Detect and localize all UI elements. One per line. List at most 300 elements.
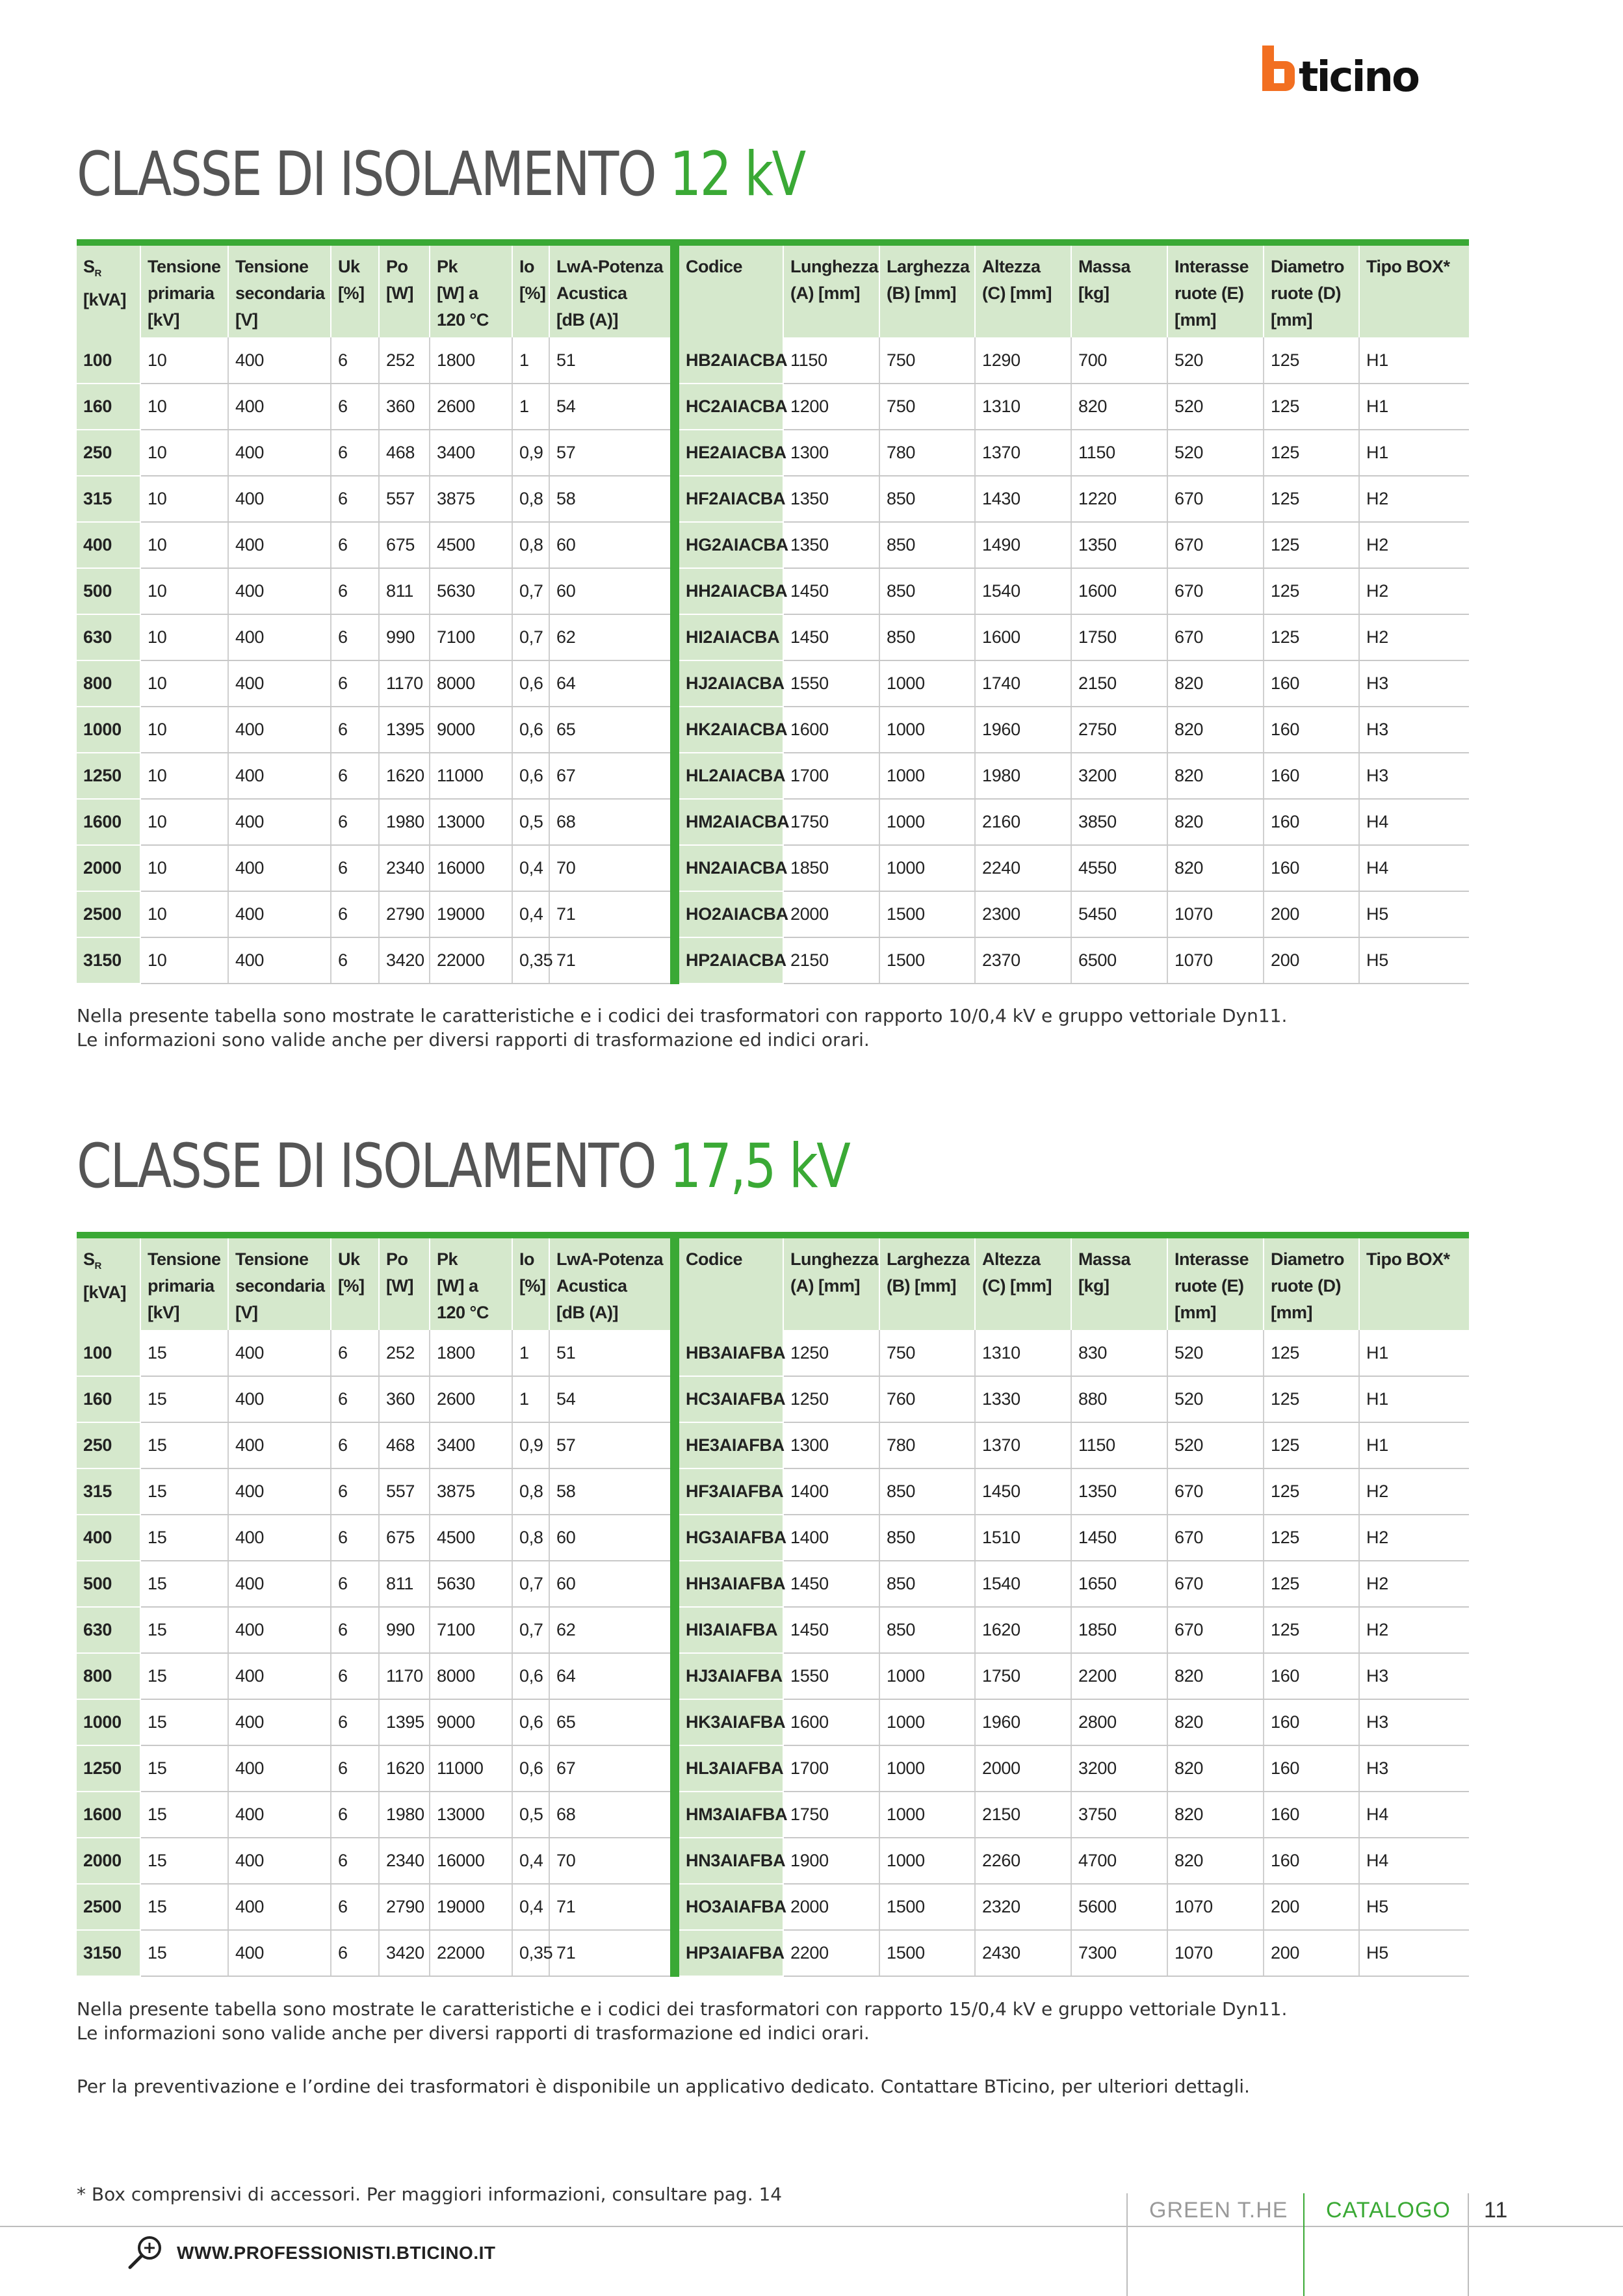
cell-box-type: H1 xyxy=(1359,1330,1469,1376)
website-link[interactable] xyxy=(126,2234,496,2273)
cell-length: 2000 xyxy=(783,1884,879,1930)
cell-uk: 6 xyxy=(331,1330,379,1376)
cell-primary-voltage: 10 xyxy=(140,430,228,476)
cell-mass: 1850 xyxy=(1071,1607,1167,1653)
cell-primary-voltage: 15 xyxy=(140,1745,228,1792)
table-row xyxy=(77,1468,1469,1515)
cell-code: HJ2AIACBA xyxy=(675,660,783,707)
cell-primary-voltage: 10 xyxy=(140,937,228,984)
cell-po: 252 xyxy=(379,337,430,384)
cell-height: 1960 xyxy=(975,1699,1071,1745)
cell-lwa: 70 xyxy=(549,845,675,891)
cell-wheel-distance: 670 xyxy=(1167,1561,1264,1607)
header-height: Altezza (C) [mm] xyxy=(975,1235,1071,1330)
cell-box-type: H2 xyxy=(1359,1561,1469,1607)
cell-pk: 1800 xyxy=(430,337,512,384)
cell-height: 1290 xyxy=(975,337,1071,384)
cell-box-type: H2 xyxy=(1359,476,1469,522)
cell-length: 1200 xyxy=(783,384,879,430)
cell-pk: 13000 xyxy=(430,1792,512,1838)
cell-width: 850 xyxy=(879,1607,975,1653)
cell-pk: 22000 xyxy=(430,937,512,984)
cell-height: 1490 xyxy=(975,522,1071,568)
cell-height: 1750 xyxy=(975,1653,1071,1699)
cell-po: 557 xyxy=(379,1468,430,1515)
cell-po: 1170 xyxy=(379,1653,430,1699)
cell-po: 3420 xyxy=(379,1930,430,1976)
cell-wheel-diameter: 160 xyxy=(1264,660,1359,707)
cell-wheel-distance: 820 xyxy=(1167,1792,1264,1838)
cell-box-type: H3 xyxy=(1359,1653,1469,1699)
table-row xyxy=(77,1792,1469,1838)
cell-code: HO2AIACBA xyxy=(675,891,783,937)
header-primary-voltage: Tensione primaria [kV] xyxy=(140,1235,228,1330)
cell-box-type: H4 xyxy=(1359,799,1469,845)
cell-width: 1000 xyxy=(879,1838,975,1884)
cell-lwa: 58 xyxy=(549,1468,675,1515)
cell-pk: 5630 xyxy=(430,1561,512,1607)
application-note: Per la preventivazione e l’ordine dei trasformatori è disponibile un applicativo dedicato. Contattare BTicino, per ulteriori dettagli. xyxy=(77,2076,1250,2097)
cell-wheel-distance: 820 xyxy=(1167,1745,1264,1792)
header-mass: Massa [kg] xyxy=(1071,242,1167,337)
cell-lwa: 51 xyxy=(549,337,675,384)
cell-lwa: 60 xyxy=(549,522,675,568)
cell-primary-voltage: 10 xyxy=(140,707,228,753)
cell-wheel-diameter: 125 xyxy=(1264,522,1359,568)
table-row xyxy=(77,568,1469,614)
cell-height: 1370 xyxy=(975,1422,1071,1468)
cell-io: 0,8 xyxy=(512,476,549,522)
cell-wheel-diameter: 125 xyxy=(1264,384,1359,430)
cell-sr: 1600 xyxy=(77,1792,140,1838)
cell-sr: 100 xyxy=(77,337,140,384)
table-row xyxy=(77,1515,1469,1561)
cell-io: 0,6 xyxy=(512,1653,549,1699)
cell-width: 780 xyxy=(879,430,975,476)
cell-height: 1310 xyxy=(975,384,1071,430)
cell-mass: 3200 xyxy=(1071,1745,1167,1792)
cell-po: 1980 xyxy=(379,799,430,845)
cell-code: HB3AIAFBA xyxy=(675,1330,783,1376)
cell-uk: 6 xyxy=(331,522,379,568)
cell-code: HM2AIACBA xyxy=(675,799,783,845)
cell-height: 1740 xyxy=(975,660,1071,707)
cell-length: 2200 xyxy=(783,1930,879,1976)
table-header-row xyxy=(77,1235,1469,1330)
cell-wheel-diameter: 200 xyxy=(1264,1930,1359,1976)
cell-height: 2260 xyxy=(975,1838,1071,1884)
cell-lwa: 67 xyxy=(549,753,675,799)
cell-wheel-distance: 820 xyxy=(1167,845,1264,891)
cell-width: 850 xyxy=(879,614,975,660)
cell-mass: 5600 xyxy=(1071,1884,1167,1930)
cell-lwa: 58 xyxy=(549,476,675,522)
cell-pk: 19000 xyxy=(430,1884,512,1930)
cell-box-type: H1 xyxy=(1359,1422,1469,1468)
cell-uk: 6 xyxy=(331,430,379,476)
cell-sr: 400 xyxy=(77,522,140,568)
cell-height: 2240 xyxy=(975,845,1071,891)
cell-height: 1620 xyxy=(975,1607,1071,1653)
cell-primary-voltage: 10 xyxy=(140,522,228,568)
cell-height: 2000 xyxy=(975,1745,1071,1792)
cell-uk: 6 xyxy=(331,384,379,430)
cell-mass: 1150 xyxy=(1071,1422,1167,1468)
cell-width: 780 xyxy=(879,1422,975,1468)
cell-sr: 500 xyxy=(77,1561,140,1607)
cell-primary-voltage: 10 xyxy=(140,614,228,660)
table-row xyxy=(77,660,1469,707)
cell-code: HN2AIACBA xyxy=(675,845,783,891)
cell-primary-voltage: 15 xyxy=(140,1699,228,1745)
cell-box-type: H2 xyxy=(1359,568,1469,614)
header-code: Codice xyxy=(675,1235,783,1330)
cell-lwa: 60 xyxy=(549,1561,675,1607)
cell-secondary-voltage: 400 xyxy=(228,707,331,753)
cell-primary-voltage: 15 xyxy=(140,1930,228,1976)
cell-wheel-diameter: 200 xyxy=(1264,891,1359,937)
cell-lwa: 64 xyxy=(549,660,675,707)
cell-uk: 6 xyxy=(331,891,379,937)
page-number: 11 xyxy=(1484,2198,1509,2223)
cell-io: 0,4 xyxy=(512,1884,549,1930)
cell-lwa: 71 xyxy=(549,891,675,937)
cell-pk: 7100 xyxy=(430,614,512,660)
cell-wheel-distance: 820 xyxy=(1167,1653,1264,1699)
header-io: Io [%] xyxy=(512,1235,549,1330)
cell-code: HG3AIAFBA xyxy=(675,1515,783,1561)
cell-mass: 4550 xyxy=(1071,845,1167,891)
cell-code: HC3AIAFBA xyxy=(675,1376,783,1422)
cell-uk: 6 xyxy=(331,614,379,660)
cell-wheel-distance: 820 xyxy=(1167,707,1264,753)
cell-io: 0,6 xyxy=(512,707,549,753)
cell-width: 760 xyxy=(879,1376,975,1422)
cell-wheel-diameter: 125 xyxy=(1264,1607,1359,1653)
cell-wheel-diameter: 160 xyxy=(1264,1699,1359,1745)
cell-wheel-distance: 820 xyxy=(1167,1699,1264,1745)
cell-sr: 1000 xyxy=(77,707,140,753)
cell-pk: 2600 xyxy=(430,384,512,430)
cell-lwa: 64 xyxy=(549,1653,675,1699)
header-box-type: Tipo BOX* xyxy=(1359,1235,1469,1330)
cell-uk: 6 xyxy=(331,1607,379,1653)
cell-secondary-voltage: 400 xyxy=(228,384,331,430)
website-url[interactable]: WWW.PROFESSIONISTI.BTICINO.IT xyxy=(177,2243,496,2263)
header-sr: $S_R$ [kVA] xyxy=(77,1235,140,1330)
cell-length: 1450 xyxy=(783,1607,879,1653)
cell-mass: 2200 xyxy=(1071,1653,1167,1699)
cell-wheel-diameter: 125 xyxy=(1264,1468,1359,1515)
cell-pk: 4500 xyxy=(430,1515,512,1561)
cell-sr: 315 xyxy=(77,476,140,522)
cell-lwa: 62 xyxy=(549,614,675,660)
cell-io: 0,4 xyxy=(512,891,549,937)
cell-wheel-diameter: 125 xyxy=(1264,1515,1359,1561)
magnifier-plus-icon xyxy=(126,2234,165,2273)
cell-pk: 19000 xyxy=(430,891,512,937)
cell-width: 850 xyxy=(879,522,975,568)
cell-wheel-distance: 1070 xyxy=(1167,1884,1264,1930)
cell-uk: 6 xyxy=(331,568,379,614)
cell-uk: 6 xyxy=(331,799,379,845)
cell-mass: 1220 xyxy=(1071,476,1167,522)
cell-sr: 2000 xyxy=(77,1838,140,1884)
cell-mass: 3200 xyxy=(1071,753,1167,799)
cell-io: 0,9 xyxy=(512,1422,549,1468)
header-wheel-diameter: Diametro ruote (D) [mm] xyxy=(1264,242,1359,337)
cell-primary-voltage: 10 xyxy=(140,476,228,522)
cell-secondary-voltage: 400 xyxy=(228,660,331,707)
header-uk: Uk [%] xyxy=(331,1235,379,1330)
header-width: Larghezza (B) [mm] xyxy=(879,242,975,337)
cell-wheel-diameter: 200 xyxy=(1264,1884,1359,1930)
cell-width: 850 xyxy=(879,1515,975,1561)
cell-length: 1450 xyxy=(783,568,879,614)
cell-po: 1395 xyxy=(379,1699,430,1745)
cell-length: 1550 xyxy=(783,660,879,707)
cell-wheel-distance: 1070 xyxy=(1167,937,1264,984)
cell-secondary-voltage: 400 xyxy=(228,845,331,891)
cell-height: 2300 xyxy=(975,891,1071,937)
cell-box-type: H5 xyxy=(1359,1884,1469,1930)
cell-height: 2320 xyxy=(975,1884,1071,1930)
transformer-table-12kv xyxy=(77,239,1469,984)
cell-box-type: H3 xyxy=(1359,1745,1469,1792)
cell-lwa: 65 xyxy=(549,1699,675,1745)
cell-primary-voltage: 15 xyxy=(140,1561,228,1607)
footer-series-label: GREEN T.HE xyxy=(1149,2198,1288,2223)
cell-width: 750 xyxy=(879,384,975,430)
header-primary-voltage: Tensione primaria [kV] xyxy=(140,242,228,337)
cell-width: 750 xyxy=(879,337,975,384)
cell-length: 1400 xyxy=(783,1468,879,1515)
cell-length: 1350 xyxy=(783,522,879,568)
cell-po: 811 xyxy=(379,1561,430,1607)
cell-primary-voltage: 15 xyxy=(140,1607,228,1653)
box-footnote: * Box comprensivi di accessori. Per maggiori informazioni, consultare pag. 14 xyxy=(77,2184,783,2205)
cell-length: 1850 xyxy=(783,845,879,891)
header-lwa: LwA-Potenza Acustica [dB (A)] xyxy=(549,242,675,337)
table-row xyxy=(77,1653,1469,1699)
header-secondary-voltage: Tensione secondaria [V] xyxy=(228,242,331,337)
header-po: Po [W] xyxy=(379,1235,430,1330)
cell-pk: 3875 xyxy=(430,476,512,522)
cell-primary-voltage: 10 xyxy=(140,337,228,384)
cell-sr: 315 xyxy=(77,1468,140,1515)
header-io: Io [%] xyxy=(512,242,549,337)
cell-uk: 6 xyxy=(331,1745,379,1792)
cell-secondary-voltage: 400 xyxy=(228,1930,331,1976)
cell-wheel-distance: 670 xyxy=(1167,1515,1264,1561)
cell-po: 1980 xyxy=(379,1792,430,1838)
cell-box-type: H3 xyxy=(1359,1699,1469,1745)
cell-box-type: H3 xyxy=(1359,660,1469,707)
cell-sr: 250 xyxy=(77,1422,140,1468)
cell-code: HL2AIACBA xyxy=(675,753,783,799)
note-12kv: Nella presente tabella sono mostrate le caratteristiche e i codici dei trasformatori con rapporto 10/0,4 kV e gruppo vettoriale Dyn11. Le informazioni sono valide anche per diversi rapporti di trasformazione ed indici orari. xyxy=(77,1005,1288,1050)
cell-mass: 1350 xyxy=(1071,522,1167,568)
header-sr: $S_R$ [kVA] xyxy=(77,242,140,337)
cell-pk: 3875 xyxy=(430,1468,512,1515)
cell-length: 1400 xyxy=(783,1515,879,1561)
header-height: Altezza (C) [mm] xyxy=(975,242,1071,337)
cell-length: 2150 xyxy=(783,937,879,984)
cell-po: 468 xyxy=(379,430,430,476)
cell-io: 0,7 xyxy=(512,1607,549,1653)
cell-wheel-distance: 670 xyxy=(1167,568,1264,614)
cell-uk: 6 xyxy=(331,1376,379,1422)
header-wheel-distance: Interasse ruote (E) [mm] xyxy=(1167,1235,1264,1330)
cell-mass: 4700 xyxy=(1071,1838,1167,1884)
cell-wheel-distance: 520 xyxy=(1167,1330,1264,1376)
cell-primary-voltage: 15 xyxy=(140,1792,228,1838)
cell-mass: 3750 xyxy=(1071,1792,1167,1838)
cell-secondary-voltage: 400 xyxy=(228,1376,331,1422)
cell-mass: 1600 xyxy=(1071,568,1167,614)
cell-sr: 800 xyxy=(77,1653,140,1699)
cell-po: 1620 xyxy=(379,1745,430,1792)
cell-wheel-distance: 520 xyxy=(1167,1422,1264,1468)
cell-po: 1620 xyxy=(379,753,430,799)
cell-box-type: H1 xyxy=(1359,1376,1469,1422)
cell-box-type: H5 xyxy=(1359,937,1469,984)
header-mass: Massa [kg] xyxy=(1071,1235,1167,1330)
cell-code: HG2AIACBA xyxy=(675,522,783,568)
cell-secondary-voltage: 400 xyxy=(228,476,331,522)
cell-uk: 6 xyxy=(331,1884,379,1930)
cell-uk: 6 xyxy=(331,337,379,384)
section-title-17kv: CLASSE DI ISOLAMENTO 17,5 kV xyxy=(77,1131,850,1202)
cell-sr: 500 xyxy=(77,568,140,614)
cell-length: 1450 xyxy=(783,1561,879,1607)
header-uk: Uk [%] xyxy=(331,242,379,337)
cell-io: 0,6 xyxy=(512,1745,549,1792)
table-row xyxy=(77,845,1469,891)
cell-primary-voltage: 10 xyxy=(140,799,228,845)
table-body xyxy=(77,337,1469,984)
cell-length: 1350 xyxy=(783,476,879,522)
cell-mass: 830 xyxy=(1071,1330,1167,1376)
cell-box-type: H5 xyxy=(1359,1930,1469,1976)
cell-width: 1500 xyxy=(879,937,975,984)
cell-primary-voltage: 10 xyxy=(140,384,228,430)
cell-po: 990 xyxy=(379,614,430,660)
cell-height: 1540 xyxy=(975,568,1071,614)
cell-sr: 2000 xyxy=(77,845,140,891)
cell-sr: 1250 xyxy=(77,1745,140,1792)
cell-io: 0,8 xyxy=(512,1468,549,1515)
cell-secondary-voltage: 400 xyxy=(228,522,331,568)
cell-secondary-voltage: 400 xyxy=(228,1515,331,1561)
cell-box-type: H5 xyxy=(1359,891,1469,937)
cell-code: HM3AIAFBA xyxy=(675,1792,783,1838)
cell-secondary-voltage: 400 xyxy=(228,753,331,799)
cell-primary-voltage: 15 xyxy=(140,1838,228,1884)
cell-mass: 7300 xyxy=(1071,1930,1167,1976)
footer-separator xyxy=(1126,2193,1128,2296)
cell-wheel-distance: 670 xyxy=(1167,1607,1264,1653)
cell-height: 1310 xyxy=(975,1330,1071,1376)
cell-pk: 8000 xyxy=(430,660,512,707)
cell-po: 675 xyxy=(379,522,430,568)
cell-wheel-distance: 670 xyxy=(1167,1468,1264,1515)
cell-sr: 1000 xyxy=(77,1699,140,1745)
header-box-type: Tipo BOX* xyxy=(1359,242,1469,337)
cell-length: 1900 xyxy=(783,1838,879,1884)
cell-box-type: H2 xyxy=(1359,1607,1469,1653)
cell-wheel-diameter: 125 xyxy=(1264,476,1359,522)
cell-height: 2160 xyxy=(975,799,1071,845)
cell-primary-voltage: 15 xyxy=(140,1376,228,1422)
cell-lwa: 67 xyxy=(549,1745,675,1792)
cell-sr: 250 xyxy=(77,430,140,476)
table-header-row xyxy=(77,242,1469,337)
cell-pk: 16000 xyxy=(430,845,512,891)
cell-wheel-distance: 520 xyxy=(1167,384,1264,430)
cell-wheel-diameter: 160 xyxy=(1264,753,1359,799)
cell-io: 1 xyxy=(512,1376,549,1422)
cell-uk: 6 xyxy=(331,937,379,984)
cell-po: 3420 xyxy=(379,937,430,984)
footer-separator xyxy=(1468,2193,1469,2296)
cell-po: 360 xyxy=(379,1376,430,1422)
cell-height: 1330 xyxy=(975,1376,1071,1422)
cell-uk: 6 xyxy=(331,1468,379,1515)
cell-pk: 8000 xyxy=(430,1653,512,1699)
cell-secondary-voltage: 400 xyxy=(228,937,331,984)
cell-width: 750 xyxy=(879,1330,975,1376)
cell-io: 0,35 xyxy=(512,1930,549,1976)
cell-wheel-diameter: 125 xyxy=(1264,337,1359,384)
cell-length: 1150 xyxy=(783,337,879,384)
cell-lwa: 62 xyxy=(549,1607,675,1653)
cell-width: 1000 xyxy=(879,845,975,891)
cell-lwa: 54 xyxy=(549,384,675,430)
cell-length: 1700 xyxy=(783,1745,879,1792)
cell-pk: 11000 xyxy=(430,1745,512,1792)
cell-lwa: 70 xyxy=(549,1838,675,1884)
cell-wheel-distance: 820 xyxy=(1167,1838,1264,1884)
cell-io: 0,4 xyxy=(512,1838,549,1884)
cell-primary-voltage: 15 xyxy=(140,1468,228,1515)
cell-pk: 5630 xyxy=(430,568,512,614)
cell-pk: 2600 xyxy=(430,1376,512,1422)
cell-sr: 1600 xyxy=(77,799,140,845)
cell-secondary-voltage: 400 xyxy=(228,1607,331,1653)
cell-io: 0,5 xyxy=(512,799,549,845)
cell-secondary-voltage: 400 xyxy=(228,1468,331,1515)
cell-secondary-voltage: 400 xyxy=(228,337,331,384)
cell-box-type: H1 xyxy=(1359,337,1469,384)
header-pk: Pk [W] a 120 °C xyxy=(430,1235,512,1330)
header-pk: Pk [W] a 120 °C xyxy=(430,242,512,337)
cell-code: HF2AIACBA xyxy=(675,476,783,522)
table-row xyxy=(77,891,1469,937)
header-code: Codice xyxy=(675,242,783,337)
cell-primary-voltage: 15 xyxy=(140,1515,228,1561)
cell-wheel-diameter: 200 xyxy=(1264,937,1359,984)
cell-code: HB2AIACBA xyxy=(675,337,783,384)
cell-width: 1000 xyxy=(879,1699,975,1745)
table-row xyxy=(77,937,1469,984)
table-row xyxy=(77,1376,1469,1422)
cell-wheel-distance: 670 xyxy=(1167,476,1264,522)
cell-mass: 5450 xyxy=(1071,891,1167,937)
cell-width: 850 xyxy=(879,476,975,522)
cell-pk: 1800 xyxy=(430,1330,512,1376)
cell-width: 850 xyxy=(879,1561,975,1607)
